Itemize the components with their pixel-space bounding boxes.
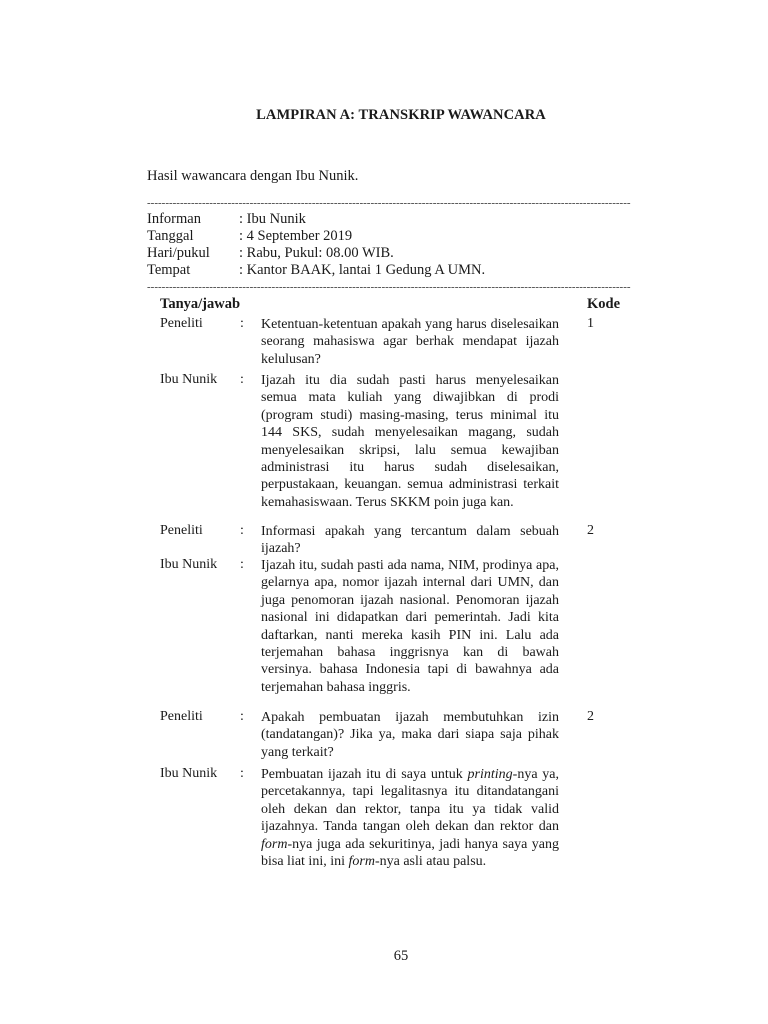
speaker-name: Peneliti xyxy=(160,709,203,724)
meta-label: Informan xyxy=(147,211,201,227)
page-number: 65 xyxy=(393,948,409,964)
speaker-name: Peneliti xyxy=(160,523,203,538)
colon-separator: : xyxy=(240,766,244,781)
colon-separator: : xyxy=(240,557,244,572)
code-value: 1 xyxy=(587,316,594,331)
meta-value: : Kantor BAAK, lantai 1 Gedung A UMN. xyxy=(239,262,486,278)
utterance-text: Ijazah itu, sudah pasti ada nama, NIM, prodinya apa, gelarnya apa, nomor ijazah internal dari UMN, dan juga penomoran ijazah nasional. Penomoran ijazah nasional ini didapatkan dari pemerintah. Jadi kita daftarkan, nanti mereka kasih PIN ini. Lalu ada terjemahan bahasa inggrisnya kan di bawah versinya. bahasa Indonesia tapi di bawahnya ada terjemahan bahasa inggris. xyxy=(261,558,559,695)
meta-row-informan xyxy=(147,211,485,228)
speaker-name: Ibu Nunik xyxy=(160,557,218,572)
meta-value: : Rabu, Pukul: 08.00 WIB. xyxy=(239,245,394,261)
meta-label: Hari/pukul xyxy=(147,245,210,261)
meta-value: : Ibu Nunik xyxy=(239,211,306,227)
meta-row-tanggal xyxy=(147,228,485,245)
column-header-code: Kode xyxy=(587,296,621,312)
colon-separator: : xyxy=(240,372,244,387)
meta-value: : 4 September 2019 xyxy=(239,228,353,244)
interview-metadata xyxy=(147,211,485,279)
utterance-text: Ijazah itu dia sudah pasti harus menyelesaikan semua mata kuliah yang diwajibkan di prodi (program studi) masing-masing, terus minimal itu 144 SKS, sudah menyelesaikan magang, sudah menyelesaikan skripsi, lalu semua kewajiban administrasi itu harus sudah diselesaikan, perpustakaan, keuangan. semua administrasi terkait kemahasiswaan. Terus SKKM poin juga kan. xyxy=(261,373,559,510)
code-value: 2 xyxy=(587,709,594,724)
colon-separator: : xyxy=(240,709,244,724)
utterance-text: Informasi apakah yang tercantum dalam sebuah ijazah? xyxy=(261,524,559,557)
meta-label: Tanggal xyxy=(147,228,194,244)
speaker-name: Peneliti xyxy=(160,316,203,331)
separator-line: ------------------------------------------------------------------------------------------------------------------------------------ xyxy=(147,197,631,209)
colon-separator: : xyxy=(240,523,244,538)
code-value: 2 xyxy=(587,523,594,538)
intro-text: Hasil wawancara dengan Ibu Nunik. xyxy=(147,168,359,184)
column-header-qa: Tanya/jawab xyxy=(160,296,241,312)
colon-separator: : xyxy=(240,316,244,331)
utterance-text: Apakah pembuatan ijazah membutuhkan izin (tandatangan)? Jika ya, maka dari siapa saja pihak yang terkait? xyxy=(261,710,559,760)
separator-line: ------------------------------------------------------------------------------------------------------------------------------------ xyxy=(147,281,631,293)
utterance-text: Ketentuan-ketentuan apakah yang harus diselesaikan seorang mahasiswa agar berhak mendapat ijazah kelulusan? xyxy=(261,317,559,367)
speaker-name: Ibu Nunik xyxy=(160,766,218,781)
utterance-text: Pembuatan ijazah itu di saya untuk printing-nya ya, percetakannya, tapi legalitasnya itu ditandatangani oleh dekan dan rektor, tanpa itu ya tidak valid ijazahnya. Tanda tangan oleh dekan dan rektor dan form-nya juga ada sekuritinya, jadi hanya saya yang bisa liat ini, ini form-nya asli atau palsu. xyxy=(261,767,560,870)
meta-row-tempat xyxy=(147,262,485,279)
meta-label: Tempat xyxy=(147,262,191,278)
page-title: LAMPIRAN A: TRANSKRIP WAWANCARA xyxy=(256,107,546,123)
speaker-name: Ibu Nunik xyxy=(160,372,218,387)
meta-row-hari xyxy=(147,245,485,262)
